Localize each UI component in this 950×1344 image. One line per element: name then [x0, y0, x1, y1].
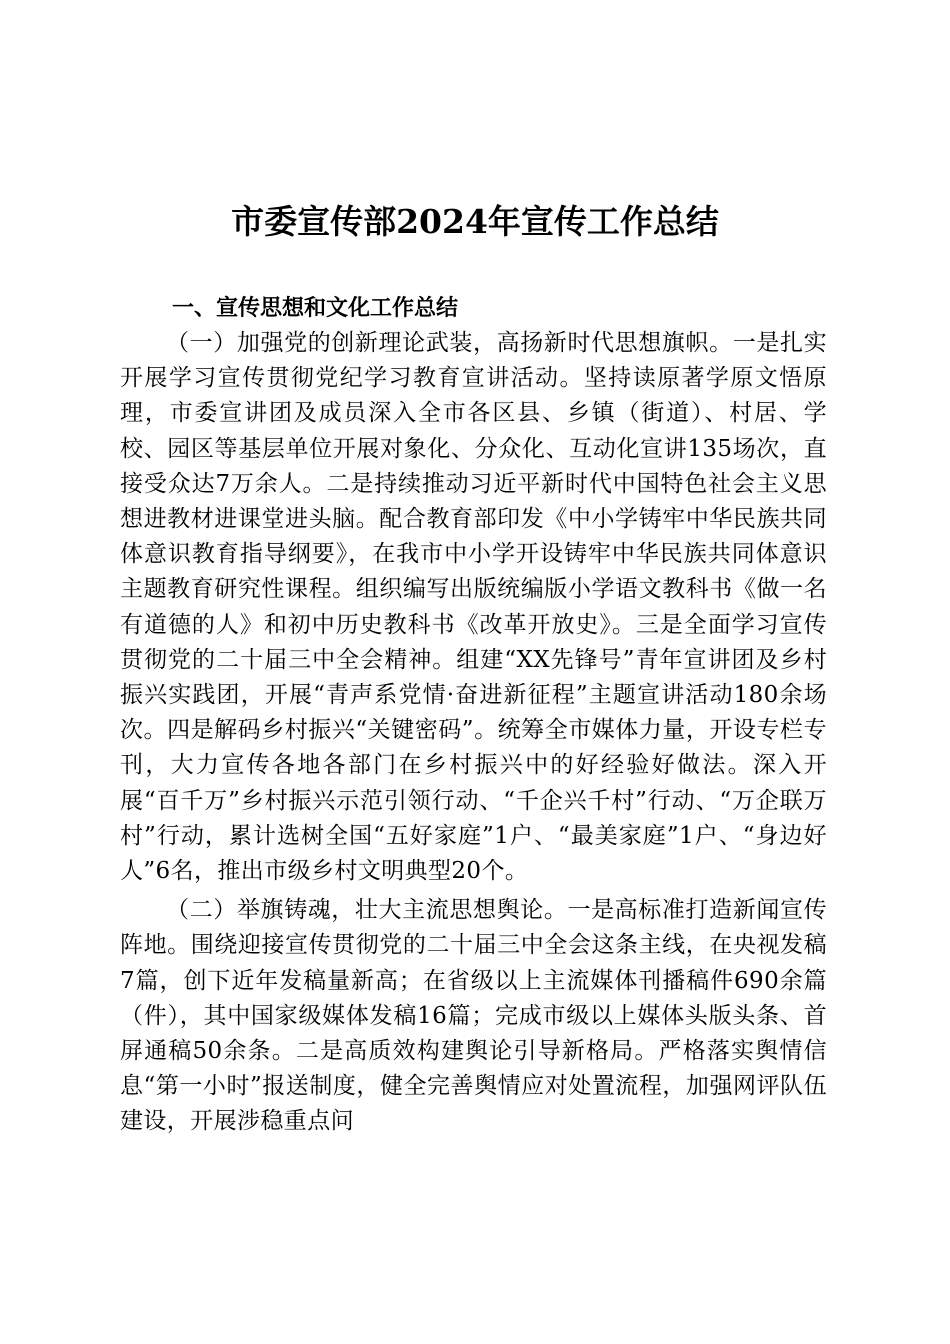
section-heading: 一、宣传思想和文化工作总结 — [172, 296, 459, 321]
document-body — [120, 291, 827, 1140]
body-paragraph-2: （二）举旗铸魂，壮大主流思想舆论。一是高标准打造新闻宣传阵地。围绕迎接宣传贯彻党的二十届三中全会这条主线，在央视发稿7篇，创下近年发稿量新高；在省级以上主流媒体刊播稿件690余篇（件），其中国家级媒体发稿16篇；完成市级以上媒体头版头条、首屏通稿50余条。二是高质效构建舆论引导新格局。严格落实舆情信息“第一小时”报送制度，健全完善舆情应对处置流程，加强网评队伍建设，开展涉稳重点问 — [120, 897, 827, 1135]
document-title: 市委宣传部2024年宣传工作总结 — [231, 202, 719, 241]
body-paragraph-1: （一）加强党的创新理论武装，高扬新时代思想旗帜。一是扎实开展学习宣传贯彻党纪学习教育宣讲活动。坚持读原著学原文悟原理，市委宣讲团及成员深入全市各区县、乡镇（街道）、村居、学校、园区等基层单位开展对象化、分众化、互动化宣讲135场次，直接受众达7万余人。二是持续推动习近平新时代中国特色社会主义思想进教材进课堂进头脑。配合教育部印发《中小学铸牢中华民族共同体意识教育指导纲要》，在我市中小学开设铸牢中华民族共同体意识主题教育研究性课程。组织编写出版统编版小学语文教科书《做一名有道德的人》和初中历史教科书《改革开放史》。三是全面学习宣传贯彻党的二十届三中全会精神。组建“XX先锋号”青年宣讲团及乡村振兴实践团，开展“青声系党情·奋进新征程”主题宣讲活动180余场次。四是解码乡村振兴“关键密码”。统筹全市媒体力量，开设专栏专刊，大力宣传各地各部门在乡村振兴中的好经验好做法。深入开展“百千万”乡村振兴示范引领行动、“千企兴千村”行动、“万企联万村”行动，累计选树全国“五好家庭”1户、“最美家庭”1户、“身边好人”6名，推出市级乡村文明典型20个。 — [120, 330, 827, 885]
